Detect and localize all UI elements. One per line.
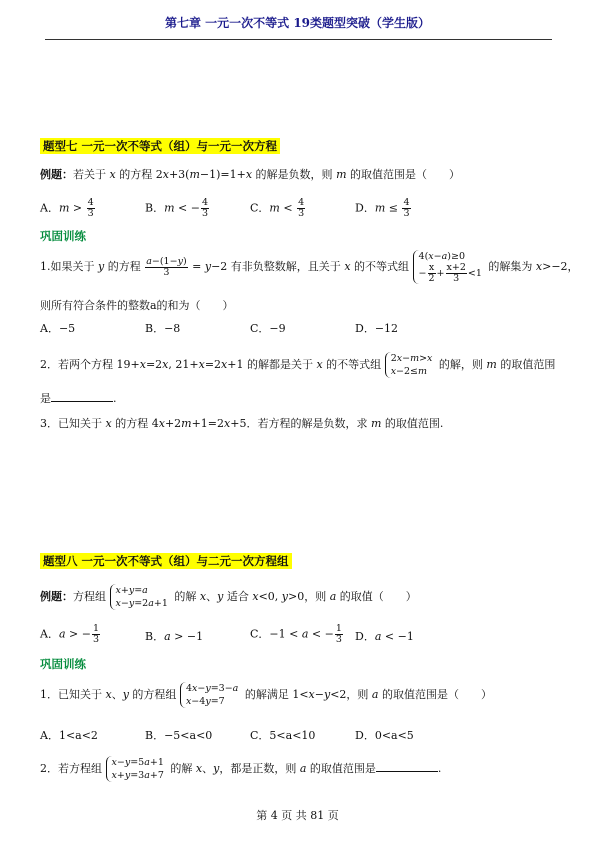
section7-q2-line2: 是 . xyxy=(40,392,117,405)
section8-tag: 题型八 一元一次不等式（组）与二元一次方程组 xyxy=(40,553,292,569)
example-label: 例题： xyxy=(40,168,73,181)
section7-option-c[interactable]: C．m < $\frac{4}{3}$ xyxy=(250,197,305,219)
section7-q1-line2: 则所有符合条件的整数a的和为（ ） xyxy=(40,299,234,312)
section7-q2: 2．若两个方程 19+x=2x, 21+x=2x+1 的解都是关于 x 的不等式组 2x−m>x x−2≤m 的解，则 m 的取值范围 xyxy=(40,353,556,377)
section8-q1-option-b[interactable]: B．−5<a<0 xyxy=(145,729,213,742)
section8-title xyxy=(40,553,292,569)
section8-q1-option-c[interactable]: C．5<a<10 xyxy=(250,729,316,742)
section7-q1-option-d[interactable]: D．−12 xyxy=(355,322,399,335)
section7-option-b[interactable]: B．m < − $\frac{4}{3}$ xyxy=(145,197,209,219)
answer-blank[interactable] xyxy=(51,391,113,402)
page-header: 第七章 一元一次不等式 19类题型突破（学生版） xyxy=(164,16,431,30)
section7-practice-label: 巩固训练 xyxy=(40,229,86,243)
section8-option-d[interactable]: D．a < −1 xyxy=(355,630,414,643)
example-label: 例题： xyxy=(40,590,73,603)
section8-example: 例题：方程组 x+y=a x−y=2a+1 的解 x、y 适合 x<0, y>0，则 a 的取值（ ） xyxy=(40,585,417,609)
section8-q1: 1．已知关于 x、y 的方程组 4x−y=3−a x−4y=7 的解满足 1<x−y<2，则 a 的取值范围是（ ） xyxy=(40,683,492,707)
section7-option-d[interactable]: D．m ≤ $\frac{4}{3}$ xyxy=(355,197,410,219)
section7-q1-option-a[interactable]: A．−5 xyxy=(40,322,76,335)
answer-blank[interactable] xyxy=(376,761,438,772)
page-footer: 第 4 页 共 81 页 xyxy=(256,809,339,822)
section8-q2: 2．若方程组 x−y=5a+1 x+y=3a+7 的解 x、y，都是正数，则 a 的取值范围是 . xyxy=(40,757,442,781)
section8-q1-option-a[interactable]: A．1<a<2 xyxy=(40,729,98,742)
section8-q1-option-d[interactable]: D．0<a<5 xyxy=(355,729,414,742)
section8-option-c[interactable]: C．−1 < a < − $\frac{1}{3}$ xyxy=(250,623,342,645)
section7-q1: 1.如果关于 y 的方程 $\frac{a-(1-y)}{3}$ = y−2 有非负整数解，且关于 x 的不等式组 4(x−a)≥0 − $\frac{x}{2}$ + $\frac{x+2}{3}$ <1 的解集为 x>−2， xyxy=(40,251,579,284)
section7-tag: 题型七 一元一次不等式（组）与一元一次方程 xyxy=(40,138,280,154)
section7-example: 例题：若关于 x 的方程 2x+3(m−1)=1+x 的解是负数，则 m 的取值范围是（ ） xyxy=(40,168,460,181)
section8-practice-label: 巩固训练 xyxy=(40,657,86,671)
section7-title xyxy=(40,138,280,154)
section7-q1-option-c[interactable]: C．−9 xyxy=(250,322,286,335)
section7-q1-option-b[interactable]: B．−8 xyxy=(145,322,181,335)
section8-option-a[interactable]: A．a > − $\frac{1}{3}$ xyxy=(40,623,99,645)
header-rule xyxy=(45,39,552,40)
section7-option-a[interactable]: A．m > $\frac{4}{3}$ xyxy=(40,197,94,219)
section7-q3: 3．已知关于 x 的方程 4x+2m+1=2x+5．若方程的解是负数，求 m 的取值范围. xyxy=(40,417,444,430)
section8-option-b[interactable]: B．a > −1 xyxy=(145,630,204,643)
